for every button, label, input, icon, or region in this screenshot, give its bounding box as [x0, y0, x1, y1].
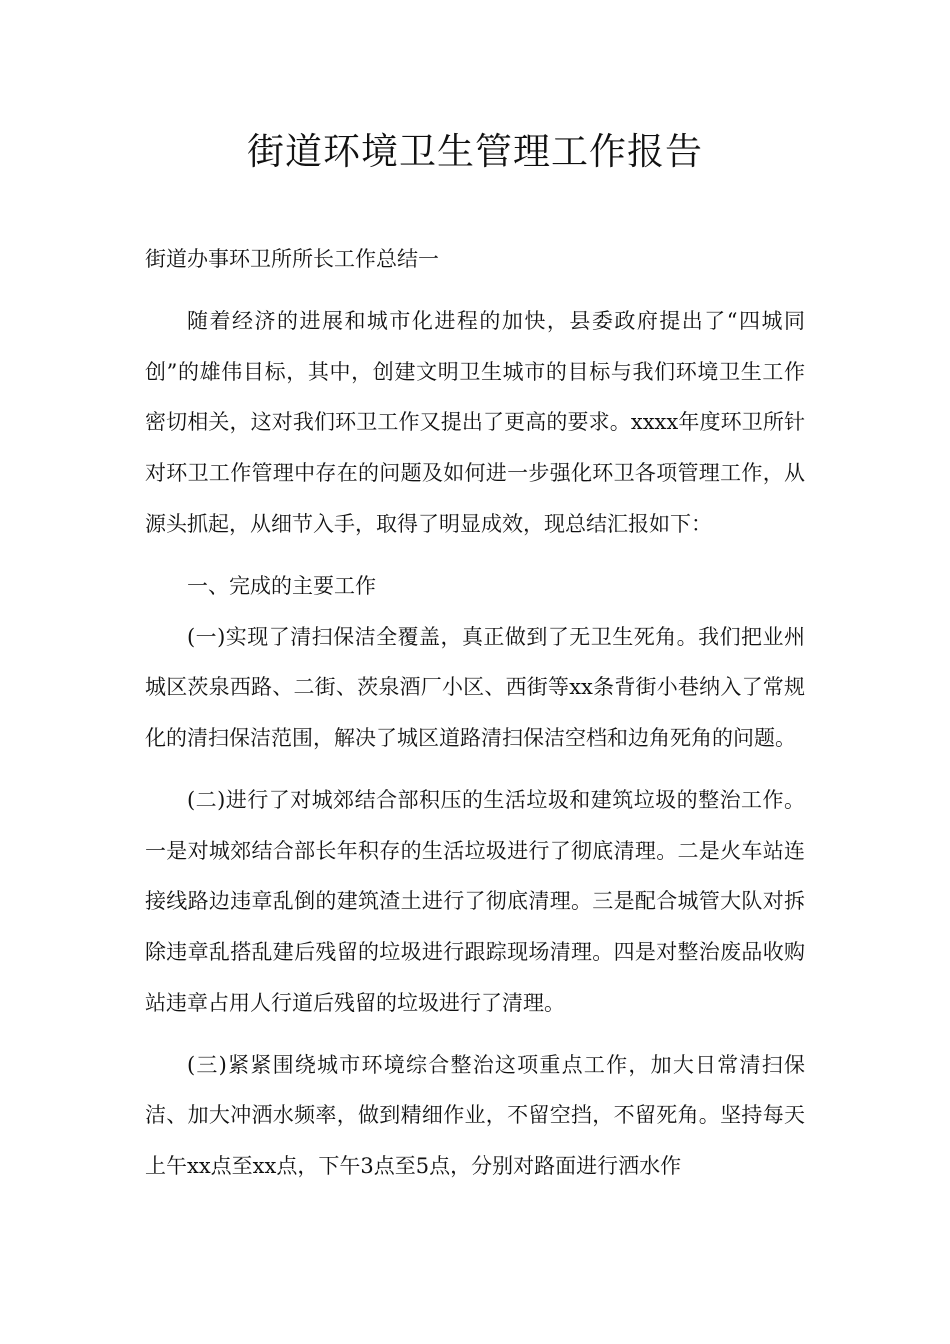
- paragraph-section-one-heading: 一、完成的主要工作: [187, 573, 376, 598]
- document-body: [145, 234, 805, 1203]
- section-heading: 街道办事环卫所所长工作总结一: [145, 247, 439, 271]
- document-title: 街道环境卫生管理工作报告: [247, 130, 703, 173]
- paragraph-intro: 随着经济的进展和城市化进程的加快，县委政府提出了“四城同创”的雄伟目标，其中，创建文明卫生城市的目标与我们环境卫生工作密切相关，这对我们环卫工作又提出了更高的要求。xxxx年度环卫所针对环卫工作管理中存在的问题及如何进一步强化环卫各项管理工作，从源头抓起，从细节入手，取得了明显成效，现总结汇报如下：: [145, 309, 805, 536]
- paragraph-item-two: (二)进行了对城郊结合部积压的生活垃圾和建筑垃圾的整治工作。一是对城郊结合部长年积存的生活垃圾进行了彻底清理。二是火车站连接线路边违章乱倒的建筑渣土进行了彻底清理。三是配合城管大队对拆除违章乱搭乱建后残留的垃圾进行跟踪现场清理。四是对整治废品收购站违章占用人行道后残留的垃圾进行了清理。: [145, 787, 805, 1015]
- paragraph-item-three: (三)紧紧围绕城市环境综合整治这项重点工作，加大日常清扫保洁、加大冲洒水频率，做到精细作业，不留空挡，不留死角。坚持每天上午xx点至xx点，下午3点至5点，分别对路面进行洒水作: [145, 1052, 805, 1179]
- paragraph-item-one: (一)实现了清扫保洁全覆盖，真正做到了无卫生死角。我们把业州城区茨泉西路、二街、茨泉酒厂小区、西街等xx条背街小巷纳入了常规化的清扫保洁范围，解决了城区道路清扫保洁空档和边角死角的问题。: [145, 624, 805, 750]
